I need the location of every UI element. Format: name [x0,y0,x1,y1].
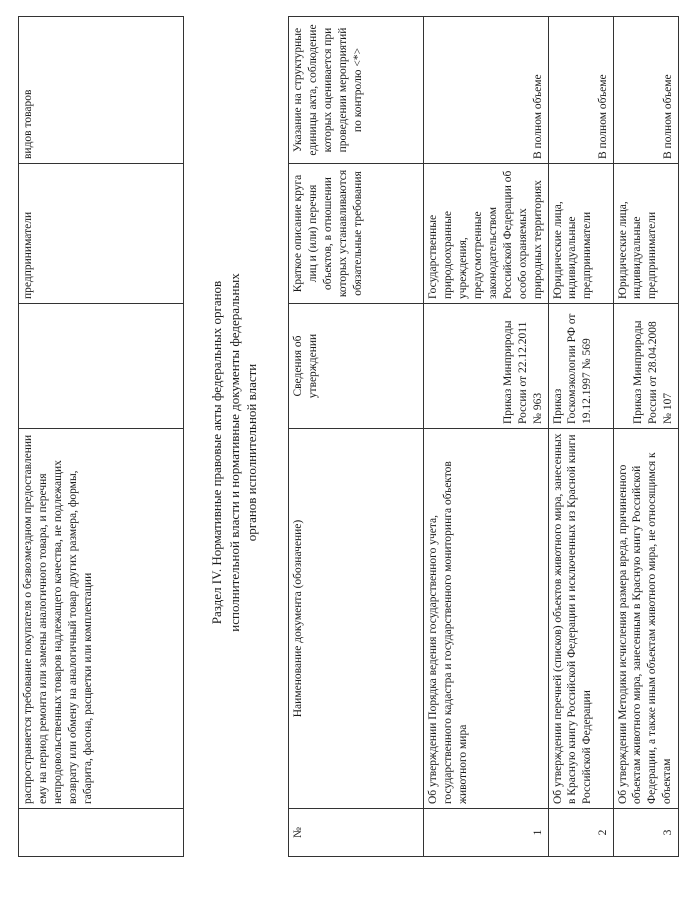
section-title-line: Раздел IV. Нормативные правовые акты федеральных органов [209,280,224,625]
continuation-scope-cell: предприниматели [19,164,184,304]
row-units: В полном объеме [548,17,613,164]
row-num: 2 [548,809,613,857]
continuation-units-cell: видов товаров [19,17,184,164]
row-scope: Государственные природоохранные учреждения, предусмотренные законодательством Российской Федерации об особо охраняемых природных территориях [424,164,549,304]
row-name: Об утверждении перечней (списков) объектов животного мира, занесенных в Красную книгу Российской Федерации и исключенных из Красной книги Российской Федерации [548,429,613,809]
table-row [424,17,549,857]
row-name: Об утверждении Порядка ведения государственного учета, государственного кадастра и государственного мониторинга объектов животного мира [424,429,549,809]
continuation-table [18,16,184,857]
header-num: № [289,809,424,857]
header-units: Указание на структурные единицы акта, соблюдение которых оценивается при проведении мероприятий по контролю <*> [289,17,424,164]
acts-table [288,16,679,857]
row-name: Об утверждении Методики исчисления размера вреда, причиненного объектам животного мира, занесенным в Красную книгу Российской Федерации, а также иным объектам животного мира, не относящимся к объектам [613,429,678,809]
continuation-text: распространяется требование покупателя о безвозмездном предоставлении ему на период ремонта или замены аналогичного товара, и перечня непродовольственных товаров надлежащего качества, не подлежащих возврату или обмену на аналогичный товар других размера, формы, габарита, фасона, расцветки или комплектации [19,429,184,809]
row-scope: Юридические лица, индивидуальные предприниматели [548,164,613,304]
row-units: В полном объеме [424,17,549,164]
row-approval: Приказ Минприроды России от 22.12.2011 № 963 [424,304,549,429]
row-scope: Юридические лица, индивидуальные предприниматели [613,164,678,304]
table-row [548,17,613,857]
row-units: В полном объеме [613,17,678,164]
section-title-line: органов исполнительной власти [244,363,260,542]
table-header-row [289,17,424,857]
empty-cell [19,809,184,857]
row-approval: Приказ Госкомэкологии РФ от 19.12.1997 № 569 [548,304,613,429]
header-name: Наименование документа (обозначение) [289,429,424,809]
table-row [19,17,184,857]
section-title-line: исполнительной власти и нормативные документы федеральных [226,273,242,632]
continuation-approval-cell [19,304,184,429]
row-num: 1 [424,809,549,857]
table-row [613,17,678,857]
header-scope: Краткое описание круга лиц и (или) перечня объектов, в отношении которых устанавливаются обязательные требования [289,164,424,304]
header-approval: Сведения об утверждении [289,304,424,429]
row-approval: Приказ Минприроды России от 28.04.2008 № 107 [613,304,678,429]
section-title [208,0,261,905]
row-num: 3 [613,809,678,857]
